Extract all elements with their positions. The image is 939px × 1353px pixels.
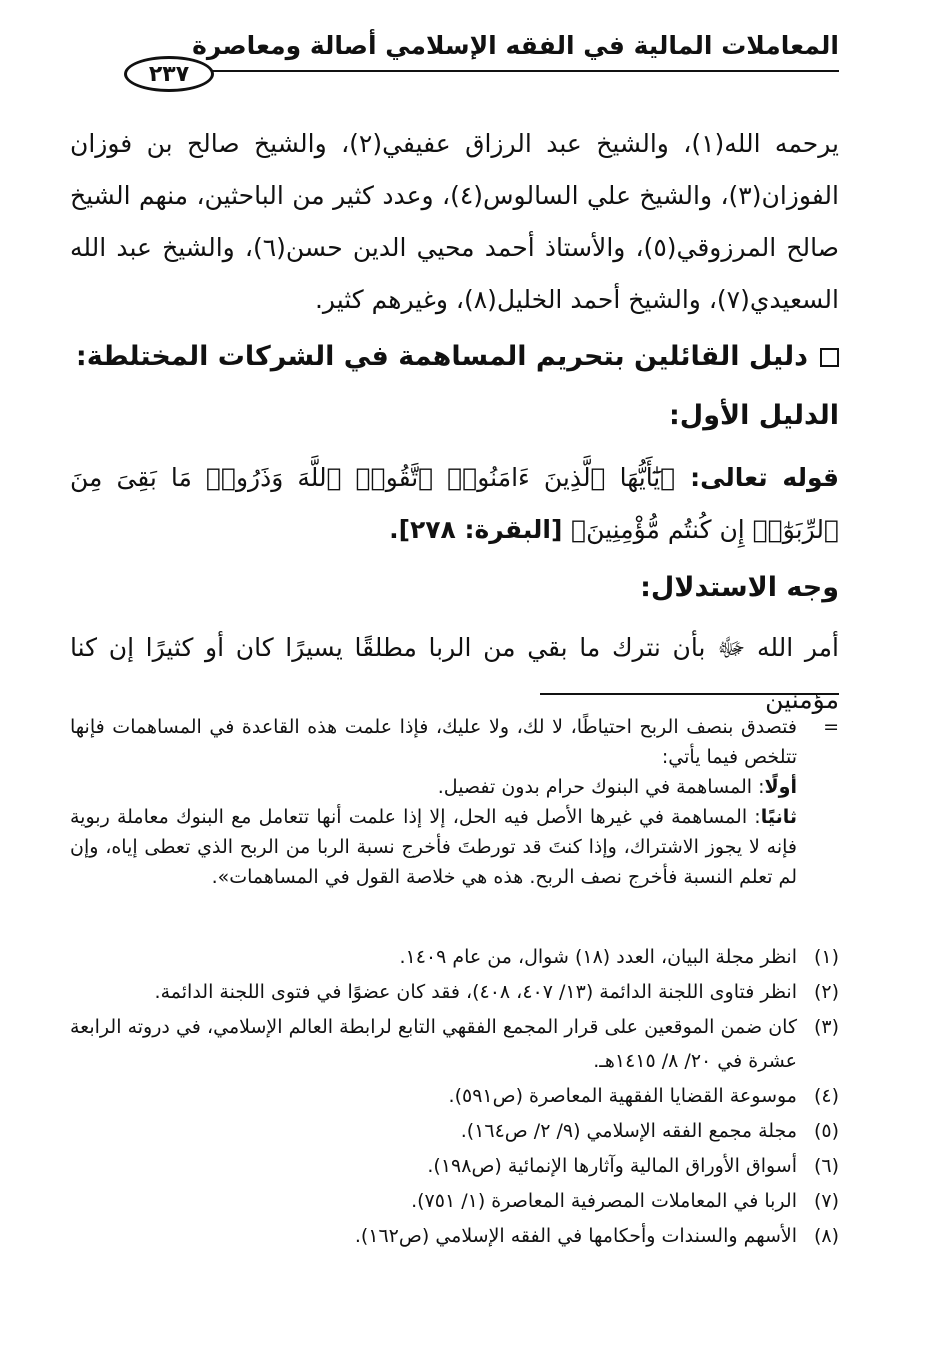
footnote-text: موسوعة القضايا الفقهية المعاصرة (ص٥٩١). <box>448 1085 797 1107</box>
point-two-text: : المساهمة في غيرها الأصل فيه الحل، إلا إذا علمت أنها تتعامل مع البنوك معاملة ربوية فإنه لا يجوز الاشتراك، وإذا كنتَ قد تورطتَ فأخرج نسبة الربا من الربح الذي تعطى إياه، وإن لم تعلم النسبة فأخرج نصف الربح. هذه هي خلاصة القول في المساهمات». <box>70 806 797 888</box>
evidence-heading: الدليل الأول: <box>668 400 839 431</box>
footnote-text: كان ضمن الموقعين على قرار المجمع الفقهي التابع لرابطة العالم الإسلامي، في دروته الرابعة عشرة في ٢٠/ ٨/ ١٤١٥هـ. <box>70 1016 797 1072</box>
footnote-text: انظر فتاوى اللجنة الدائمة (١٣/ ٤٠٧، ٤٠٨)، فقد كان عضوًا في فتوى اللجنة الدائمة. <box>154 981 797 1003</box>
verse-reference: [البقرة: ٢٧٨]. <box>389 515 572 544</box>
header-rule <box>200 70 839 72</box>
page-number-badge: ٢٣٧ <box>124 56 214 92</box>
point-two-label: ثانيًا <box>760 806 797 828</box>
footnote-list <box>70 940 839 1254</box>
footnote-number: (٣) <box>813 1016 839 1038</box>
section-heading <box>75 337 839 377</box>
footnote-point-one <box>70 772 839 802</box>
inference-heading: وجه الاستدلال: <box>640 572 839 603</box>
footnote-number: (١) <box>813 946 839 968</box>
footnote-number: (٤) <box>813 1085 839 1107</box>
footnote-item <box>70 1149 839 1183</box>
inference-paragraph: أمر الله ﷻ بأن نترك ما بقي من الربا مطلقًا يسيرًا كان أو كثيرًا إن كنا مؤمنين <box>70 633 839 714</box>
footnote-item <box>70 1079 839 1113</box>
footnote-number: (٢) <box>813 981 839 1003</box>
footnote-number: (٧) <box>813 1190 839 1212</box>
footnote-text: أسواق الأوراق المالية وآثارها الإنمائية (ص١٩٨). <box>427 1155 797 1177</box>
footnote-number: (٨) <box>813 1225 839 1247</box>
footnote-item <box>70 1010 839 1078</box>
footnote-item <box>70 975 839 1009</box>
footnote-separator <box>540 693 839 695</box>
footnote-text: الربا في المعاملات المصرفية المعاصرة (١/ ٧٥١). <box>411 1190 797 1212</box>
footnote-continuation <box>70 712 839 892</box>
footnote-point-two <box>70 802 839 892</box>
verse-paragraph <box>70 452 839 556</box>
continuation-text: فتصدق بنصف الربح احتياطًا، لا لك، ولا عليك، فإذا علمت هذه القاعدة في المساهمات فإنها تتلخص فيما يأتي: <box>70 716 797 768</box>
intro-paragraph: يرحمه الله(١)، والشيخ عبد الرزاق عفيفي(٢)، والشيخ صالح بن فوزان الفوزان(٣)، والشيخ علي السالوس(٤)، وعدد كثير من الباحثين، منهم الشيخ صالح المرزوقي(٥)، والأستاذ أحمد محيي الدين حسن(٦)، والشيخ عبد الله السعيدي(٧)، والشيخ أحمد الخليل(٨)، وغيرهم كثير. <box>70 129 839 314</box>
quran-verse: ﴿يَٰٓأَيُّهَا ٱلَّذِينَ ءَامَنُوا۟ ٱتَّقُوا۟ ٱللَّهَ وَذَرُوا۟ مَا بَقِىَ مِنَ ٱلرِّبَوٰٓا۟ إِن كُنتُم مُّؤْمِنِينَ﴾ <box>70 463 839 544</box>
footnote-text: انظر مجلة البيان، العدد (١٨) شوال، من عام ١٤٠٩. <box>399 946 797 968</box>
footnote-item <box>70 1184 839 1218</box>
point-one-label: أولًا <box>764 776 797 798</box>
square-bullet-icon <box>820 348 839 367</box>
footnote-number: (٦) <box>813 1155 839 1177</box>
continuation-marker: = <box>823 716 839 738</box>
footnote-item <box>70 1114 839 1148</box>
footnote-number: (٥) <box>813 1120 839 1142</box>
footnote-item <box>70 1219 839 1253</box>
point-one-text: : المساهمة في البنوك حرام بدون تفصيل. <box>437 776 765 798</box>
section-heading-text: دليل القائلين بتحريم المساهمة في الشركات المختلطة: <box>75 341 808 372</box>
footnote-text: مجلة مجمع الفقه الإسلامي (٩/ ٢/ ص١٦٤). <box>460 1120 797 1142</box>
footnote-continuation-row <box>70 712 839 772</box>
footnote-item <box>70 940 839 974</box>
footnote-text: الأسهم والسندات وأحكامها في الفقه الإسلامي (ص١٦٢). <box>354 1225 797 1247</box>
verse-intro: قوله تعالى: <box>675 463 840 492</box>
running-header-title: المعاملات المالية في الفقه الإسلامي أصالة ومعاصرة <box>192 31 839 60</box>
